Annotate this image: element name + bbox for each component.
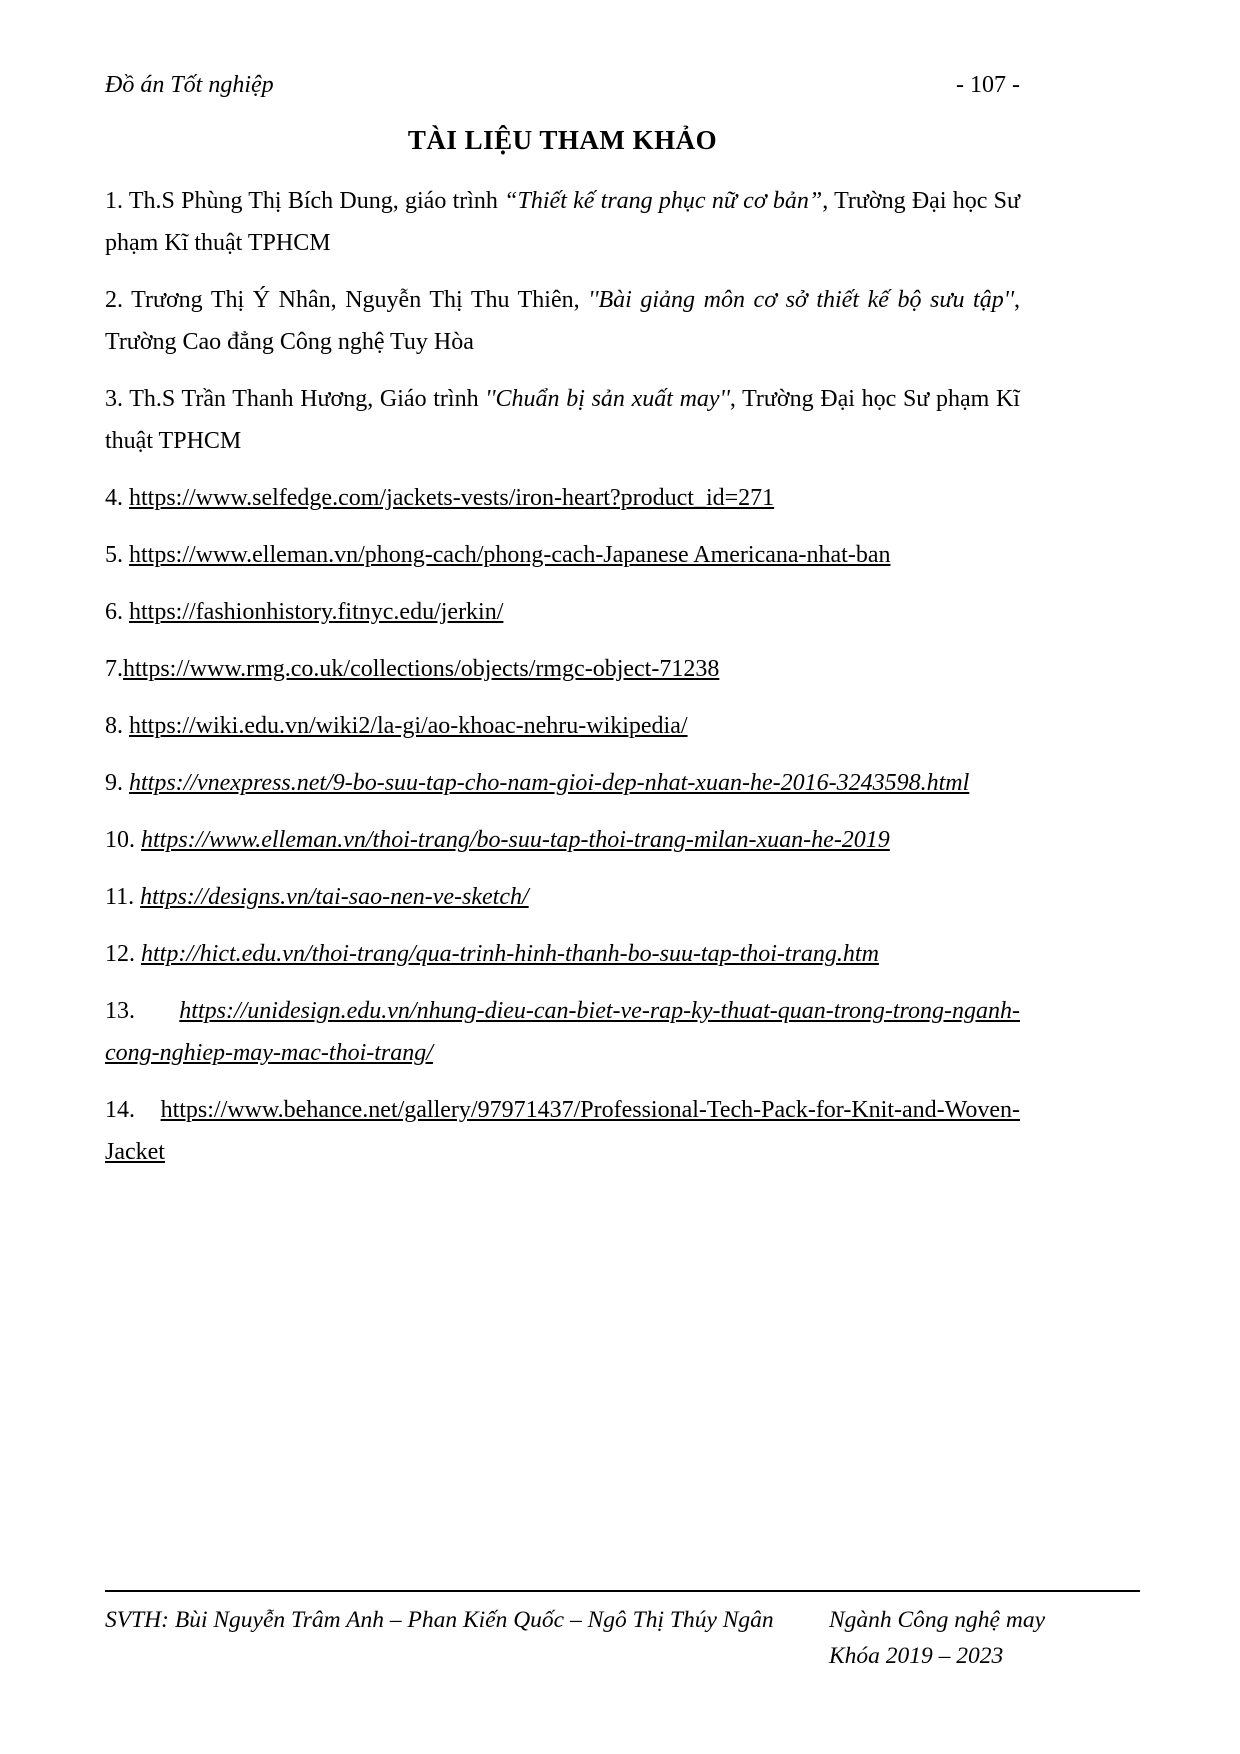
reference-number: 2. [105,287,132,313]
reference-item-13 [105,990,1020,1074]
reference-authors: Th.S Phùng Thị Bích Dung, giáo trình [128,188,505,214]
reference-number: 13. [105,998,180,1024]
reference-number: 1. [105,188,129,214]
reference-item-3 [105,378,1020,462]
reference-link[interactable]: https://www.selfedge.com/jackets-vests/iron-heart?product_id=271 [129,485,775,511]
reference-authors: Th.S Trần Thanh Hương, Giáo trình [129,386,486,412]
reference-item-14 [105,1089,1020,1173]
reference-work-title: ''Chuẩn bị sản xuất may'' [485,386,730,412]
reference-number: 3. [105,386,130,412]
reference-item-6 [105,591,1020,633]
footer-program-info [829,1602,1045,1674]
reference-number: 7. [105,656,123,682]
reference-link[interactable]: https://www.behance.net/gallery/97971437/Professional-Tech-Pack-for-Knit-and-Woven-Jacket [105,1097,1020,1165]
reference-item-10 [105,819,1020,861]
reference-number: 5. [105,542,129,568]
reference-number: 4. [105,485,129,511]
reference-item-12 [105,933,1020,975]
reference-authors: Trương Thị Ý Nhân, Nguyễn Thị Thu Thiên, [131,287,589,313]
reference-item-1 [105,180,1020,264]
reference-work-title: “Thiết kế trang phục nữ cơ bản” [504,188,823,214]
reference-item-11 [105,876,1020,918]
reference-number: 10. [105,827,141,853]
reference-number: 8. [105,713,129,739]
reference-link[interactable]: https://www.elleman.vn/thoi-trang/bo-suu-tap-thoi-trang-milan-xuan-he-2019 [141,827,890,853]
page-footer [105,1590,1140,1674]
reference-item-5 [105,534,1020,576]
reference-publisher: , Trường Đại học Sư phạm Kĩ thuật TPHCM [105,188,1021,256]
page-number: - 107 - [956,72,1020,98]
reference-item-8 [105,705,1020,747]
reference-number: 14. [105,1097,161,1123]
footer-student-names: SVTH: Bùi Nguyễn Trâm Anh – Phan Kiến Quốc – Ngô Thị Thúy Ngân [105,1607,774,1633]
reference-link[interactable]: https://designs.vn/tai-sao-nen-ve-sketch/ [140,884,529,910]
reference-number: 11. [105,884,141,910]
reference-link[interactable]: https://fashionhistory.fitnyc.edu/jerkin/ [129,599,504,625]
reference-number: 12. [105,941,141,967]
reference-publisher: , Trường Đại học Sư phạm Kĩ thuật TPHCM [105,386,1020,454]
reference-link[interactable]: http://hict.edu.vn/thoi-trang/qua-trinh-hinh-thanh-bo-suu-tap-thoi-trang.htm [141,941,879,967]
page-title: TÀI LIỆU THAM KHẢO [407,125,718,155]
reference-item-4 [105,477,1020,519]
reference-list [105,180,1020,1173]
reference-item-7 [105,648,1020,690]
reference-work-title: ''Bài giảng môn cơ sở thiết kế bộ sưu tập'' [588,287,1014,313]
page-header [105,72,1020,99]
reference-link[interactable]: https://unidesign.edu.vn/nhung-dieu-can-biet-ve-rap-ky-thuat-quan-trong-trong-nganh-cong-nghiep-may-mac-thoi-trang/ [105,998,1020,1066]
reference-publisher: , Trường Cao đẳng Công nghệ Tuy Hòa [105,287,1020,355]
reference-item-2 [105,279,1020,363]
header-doc-title: Đồ án Tốt nghiệp [105,72,274,98]
reference-link[interactable]: https://www.rmg.co.uk/collections/objects/rmgc-object-71238 [123,656,720,682]
reference-number: 6. [105,599,129,625]
footer-major: Ngành Công nghệ may [828,1607,1045,1633]
footer-cohort: Khóa 2019 – 2023 [828,1643,1004,1669]
reference-item-9 [105,762,1020,804]
reference-link[interactable]: https://www.elleman.vn/phong-cach/phong-cach-Japanese Americana-nhat-ban [129,542,891,568]
reference-link[interactable]: https://wiki.edu.vn/wiki2/la-gi/ao-khoac-nehru-wikipedia/ [129,713,688,739]
reference-link[interactable]: https://vnexpress.net/9-bo-suu-tap-cho-nam-gioi-dep-nhat-xuan-he-2016-3243598.html [129,770,970,796]
reference-number: 9. [105,770,129,796]
